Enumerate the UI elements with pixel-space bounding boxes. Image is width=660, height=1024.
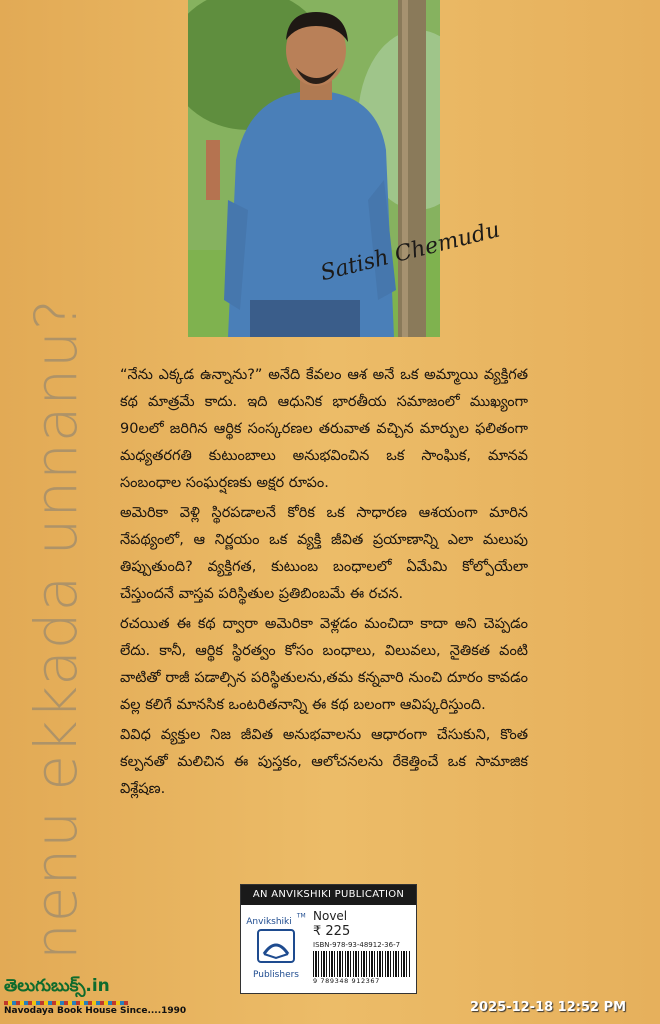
book-genre: Novel	[313, 909, 348, 923]
publisher-logo-name: Anvikshiki	[246, 917, 292, 927]
blurb-paragraph-3: రచయిత ఈ కథ ద్వారా అమెరికా వెళ్లడం మంచిదా కాదా అని చెప్పడం లేదు. కానీ, ఆర్థిక స్థిరత్వం కోసం బంధాలు, విలువలు, నైతికత వంటి వాటితో రాజీ పడాల్సిన పరిస్థితులను,తమ కన్నవారి నుంచి దూరం కావడం వల్ల కలిగే మానసిక ఒంటరితనాన్ని ఈ కథ బలంగా ఆవిష్కరిస్తుంది.	[120, 616, 528, 713]
blurb-paragraph-2: అమెరికా వెళ్లి స్థిరపడాలనే కోరిక ఒక సాధారణ ఆశయంగా మారిన నేపథ్యంలో, ఆ నిర్ణయం ఒక వ్యక్తి జీవిత ప్రయాణాన్ని ఎలా మలుపు తిప్పుతుంది? వ్యక్తిగత, కుటుంబ బంధాలలో ఏమేమి కోల్పోయేలా చేస్తుందనే వాస్తవ పరిస్థితుల ప్రతిబింబమే ఈ రచన.	[120, 505, 528, 602]
site-watermark	[4, 976, 186, 1016]
blurb-paragraph-4: వివిధ వ్యక్తుల నిజ జీవిత అనుభవాలను ఆధారంగా చేసుకుని, కొంత కల్పనతో మలిచిన ఈ పుస్తకం, ఆలోచనలను రేకెత్తించే ఒక సామాజిక విశ్లేషణ.	[120, 727, 529, 797]
blurb-paragraph-1: “నేను ఎక్కడ ఉన్నాను?” అనేది కేవలం ఆశ అనే ఒక అమ్మాయి వ్యక్తిగత కథ మాత్రమే కాదు. ఇది ఆధునిక భారతీయ సమాజంలో ముఖ్యంగా 90లలో జరిగిన ఆర్థిక సంస్కరణల తరువాత వచ్చిన మార్పుల ఫలితంగా మధ్యతరగతి కుటుంబాలు అనుభవించిన ఒక సాంఘిక, మానవ సంబంధాల సంఘర్షణకు అక్షర రూపం.	[120, 367, 528, 491]
publisher-header: AN ANVIKSHIKI PUBLICATION	[241, 885, 416, 905]
barcode-number: 9 789348 912367	[313, 977, 380, 985]
site-watermark-strip	[4, 1001, 128, 1005]
barcode	[313, 951, 411, 977]
author-photo-illustration	[188, 0, 440, 337]
publisher-logo-tm: TM	[296, 912, 306, 920]
book-logo-icon	[256, 928, 296, 964]
publisher-details	[313, 909, 411, 985]
vertical-title: nenu ekkada unnanu?	[22, 298, 90, 960]
publisher-box	[240, 884, 417, 994]
author-signature: Satish Chemudu	[318, 217, 503, 287]
blurb-text	[120, 362, 528, 806]
author-photo	[188, 0, 440, 337]
publisher-logo-name-row	[245, 909, 307, 928]
book-price: ₹ 225	[313, 924, 351, 939]
site-watermark-name: తెలుగుబుక్స్.in	[4, 976, 110, 996]
publisher-logo-sub: Publishers	[252, 970, 299, 980]
site-watermark-sub: Navodaya Book House Since....1990	[4, 1006, 187, 1016]
publisher-logo	[245, 909, 307, 980]
photo-timestamp: 2025-12-18 12:52 PM	[470, 1000, 627, 1015]
isbn-text: ISBN-978-93-48912-36-7	[313, 941, 401, 949]
